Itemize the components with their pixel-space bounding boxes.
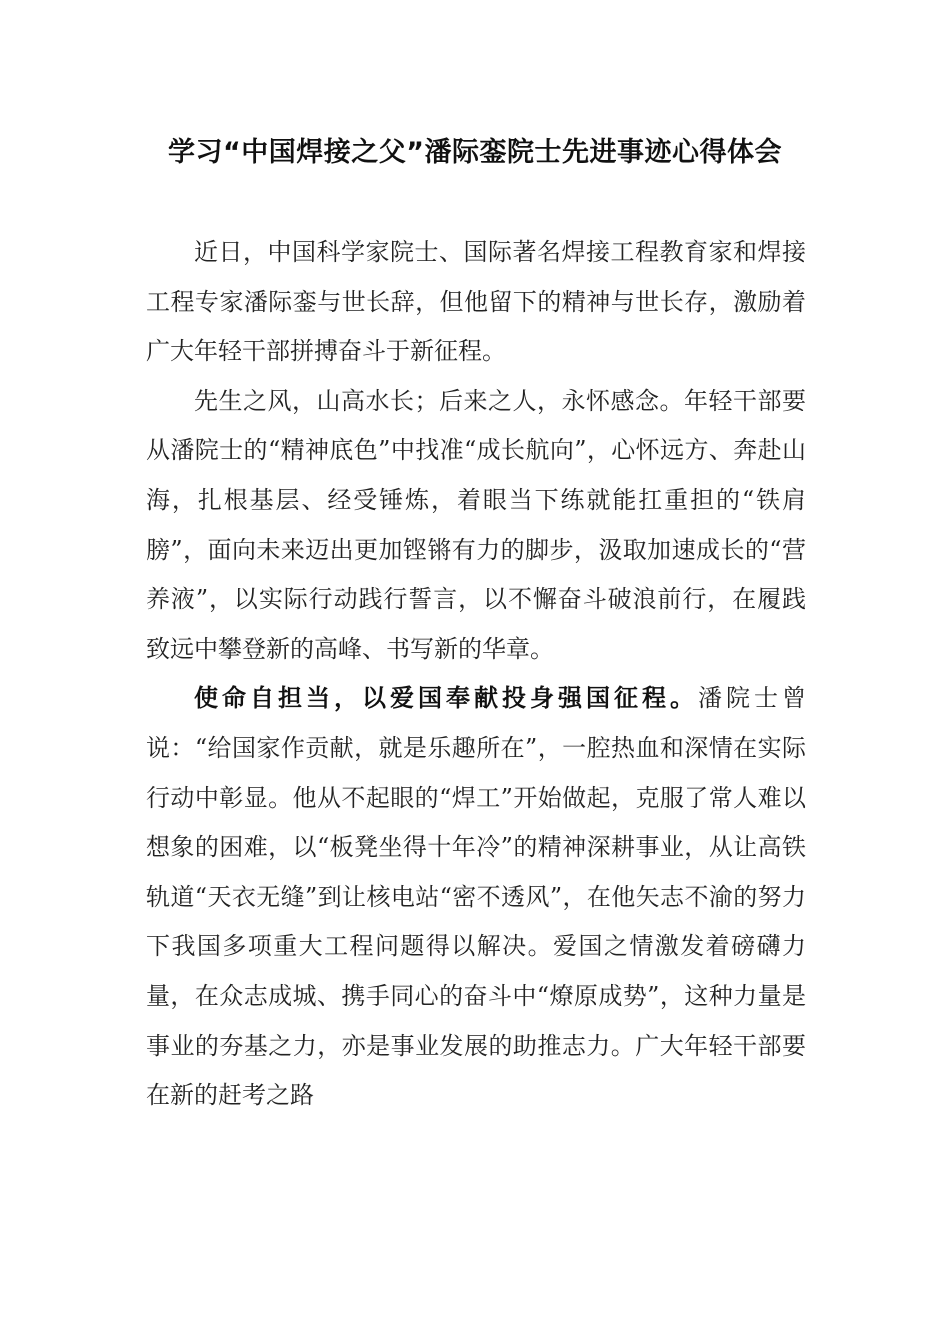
paragraph-1: [146, 228, 806, 377]
document-body: [146, 228, 806, 1121]
paragraph-2-text: 先生之风，山高水长；后来之人，永怀感念。年轻干部要从潘院士的“精神底色”中找准“成长航向”，心怀远方、奔赴山海，扎根基层、经受锤炼，着眼当下练就能扛重担的“铁肩膀”，面向未来迈出更加铿锵有力的脚步，汲取加速成长的“营养液”，以实际行动践行誓言，以不懈奋斗破浪前行，在履践致远中攀登新的高峰、书写新的华章。: [146, 386, 806, 663]
paragraph-1-text: 近日，中国科学家院士、国际著名焊接工程教育家和焊接工程专家潘际銮与世长辞，但他留下的精神与世长存，激励着广大年轻干部拼搏奋斗于新征程。: [146, 238, 806, 366]
paragraph-2: [146, 377, 806, 675]
paragraph-3: [146, 674, 806, 1120]
paragraph-3-text: 潘院士曾说：“给国家作贡献，就是乐趣所在”，一腔热血和深情在实际行动中彰显。他从不起眼的“焊工”开始做起，克服了常人难以想象的困难，以“板凳坐得十年冷”的精神深耕事业，从让高铁轨道“天衣无缝”到让核电站“密不透风”，在他矢志不渝的努力下我国多项重大工程问题得以解决。爱国之情激发着磅礴力量，在众志成城、携手同心的奋斗中“燎原成势”，这种力量是事业的夯基之力，亦是事业发展的助推志力。广大年轻干部要在新的赶考之路: [146, 684, 806, 1110]
document-title: 学习“中国焊接之父”潘际銮院士先进事迹心得体会: [168, 137, 782, 168]
paragraph-3-lead: 使命自担当，以爱国奉献投身强国征程。: [194, 684, 698, 713]
